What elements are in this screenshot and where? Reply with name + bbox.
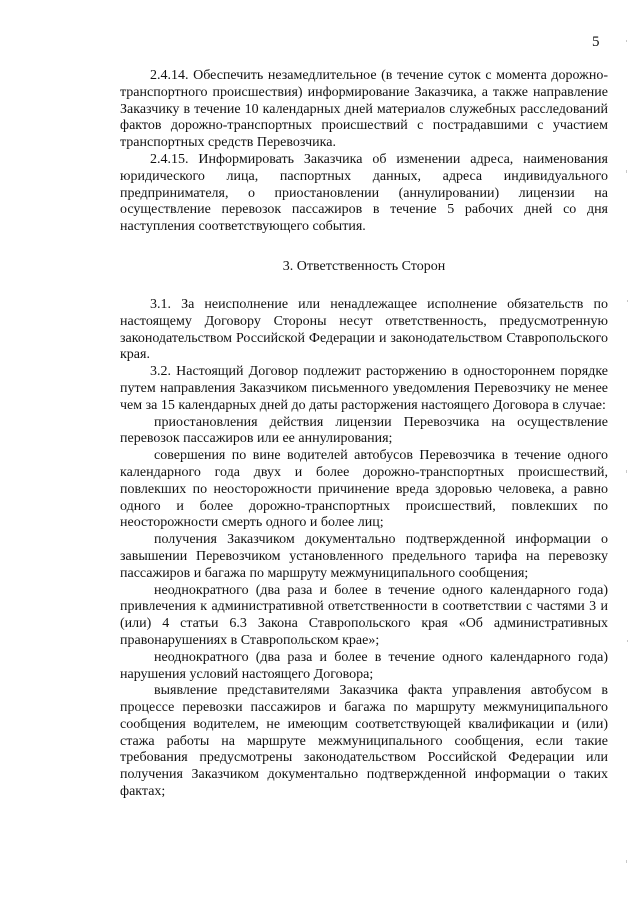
scan-artifact [626,860,627,863]
clause-3-1: 3.1. За неисполнение или ненадлежащее исполнение обязательств по настоящему Договору Стороны несут ответственность, предусмотренную законодательством Российской Федерации и законодательством Ставропольского края. [120,296,608,363]
clause-3-2: 3.2. Настоящий Договор подлежит расторжению в одностороннем порядке путем направления Заказчиком письменного уведомления Перевозчику не менее чем за 15 календарных дней до даты расторжения настоящего Договора в случае: [120,364,608,413]
termination-case: неоднократного (два раза и более в течение одного календарного года) нарушения условий настоящего Договора; [120,649,608,682]
scan-artifact [627,300,628,302]
termination-case: приостановления действия лицензии Перевозчика на осуществление перевозок пассажиров или ее аннулирования; [120,414,608,447]
scan-artifact [626,40,627,42]
termination-case: выявление представителями Заказчика факта управления автобусом в процессе перевозки пассажиров и багажа по маршруту межмуниципального сообщения водителем, не имеющим соответствующей квалификации и (или) стажа работы на маршруте межмуниципального сообщения, если такие требования предусмотрены законодательством Российской Федерации или получения Заказчиком документально подтвержденной информации о таких фактах; [120,683,608,800]
termination-case: совершения по вине водителей автобусов Перевозчика в течение одного календарного года двух и более дорожно-транспортных происшествий, повлекших по неосторожности причинение вреда здоровью человека, а равно одного и более дорожно-транспортных происшествий, повлекших по неосторожности смерть одного и более лиц; [120,448,608,531]
page-number: 5 [592,34,600,50]
scan-artifact [626,470,627,473]
clause-2-4-15: 2.4.15. Информировать Заказчика об изменении адреса, наименования юридического лица, паспортных данных, адреса индивидуального предпринимателя, о приостановлении (аннулировании) лицензии на осуществление перевозок пассажиров в течение 5 рабочих дней со дня наступления соответствующего события. [120,151,608,235]
document-body [120,68,608,801]
scan-artifact [627,640,628,642]
scan-artifact [626,170,627,173]
section-title: 3. Ответственность Сторон [282,258,446,274]
clause-2-4-14: 2.4.14. Обеспечить незамедлительное (в течение суток с момента дорожно-транспортного происшествия) информирование Заказчика, а также направление Заказчику в течение 10 календарных дней материалов служебных расследований фактов дорожно-транспортных происшествий с пострадавшими с участием транспортных средств Перевозчика. [120,68,608,151]
termination-case: неоднократного (два раза и более в течение одного календарного года) привлечения к административной ответственности в соответствии с частями 3 и (или) 4 статьи 6.3 Закона Ставропольского края «Об административных правонарушениях в Ставропольском крае»; [120,582,608,648]
termination-case: получения Заказчиком документально подтвержденной информации о завышении Перевозчиком установленного предельного тарифа на перевозку пассажиров и багажа по маршруту межмуниципального сообщения; [120,532,608,581]
